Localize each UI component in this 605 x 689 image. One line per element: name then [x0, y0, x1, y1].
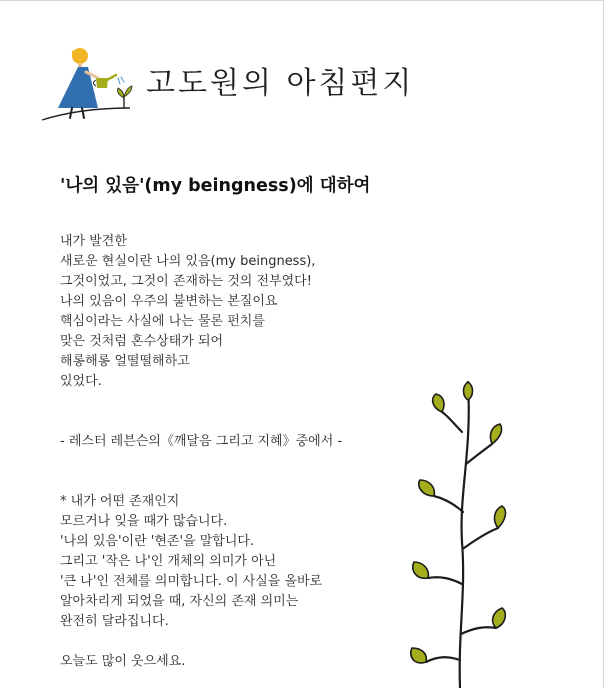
- site-title: 고도원의 아침편지: [146, 66, 415, 101]
- climbing-vine-plant-icon: [408, 372, 508, 688]
- commentary-line: '큰 나'인 전체를 의미합니다. 이 사실을 올바로: [60, 574, 323, 589]
- commentary-line: 모르거나 잊을 때가 많습니다.: [60, 514, 228, 529]
- citation: [60, 432, 342, 452]
- citation-text: - 레스터 레븐슨의《깨달음 그리고 지혜》중에서 -: [60, 434, 343, 449]
- commentary-line: 완전히 달라집니다.: [60, 614, 169, 629]
- woman-watering-sprout-icon: [40, 42, 150, 124]
- closing-greeting: [60, 652, 185, 672]
- commentary-line: '나의 있음'이란 '현존'을 말합니다.: [60, 534, 255, 549]
- commentary-line: 그리고 '작은 나'인 개체의 의미가 아닌: [60, 554, 277, 569]
- poem-line: 나의 있음이 우주의 불변하는 본질이요: [60, 294, 278, 309]
- page-title: '나의 있음'(my beingness)에 대하여: [60, 176, 371, 196]
- poem-line: 맞은 것처럼 혼수상태가 되어: [60, 334, 224, 349]
- poem-line: 내가 발견한: [60, 234, 127, 249]
- commentary-block: [60, 492, 322, 632]
- commentary-line: * 내가 어떤 존재인지: [60, 494, 180, 509]
- poem-line: 해롱해롱 얼떨떨해하고: [60, 354, 190, 369]
- closing-text: 오늘도 많이 웃으세요.: [60, 654, 186, 669]
- commentary-line: 알아차리게 되었을 때, 자신의 존재 의미는: [60, 594, 299, 609]
- poem-block: [60, 232, 315, 392]
- poem-line: 새로운 현실이란 나의 있음(my beingness),: [60, 254, 316, 269]
- poem-line: 있었다.: [60, 374, 102, 389]
- poem-line: 그것이었고, 그것이 존재하는 것의 전부였다!: [60, 274, 312, 289]
- poem-line: 핵심이라는 사실에 나는 물론 펀치를: [60, 314, 265, 329]
